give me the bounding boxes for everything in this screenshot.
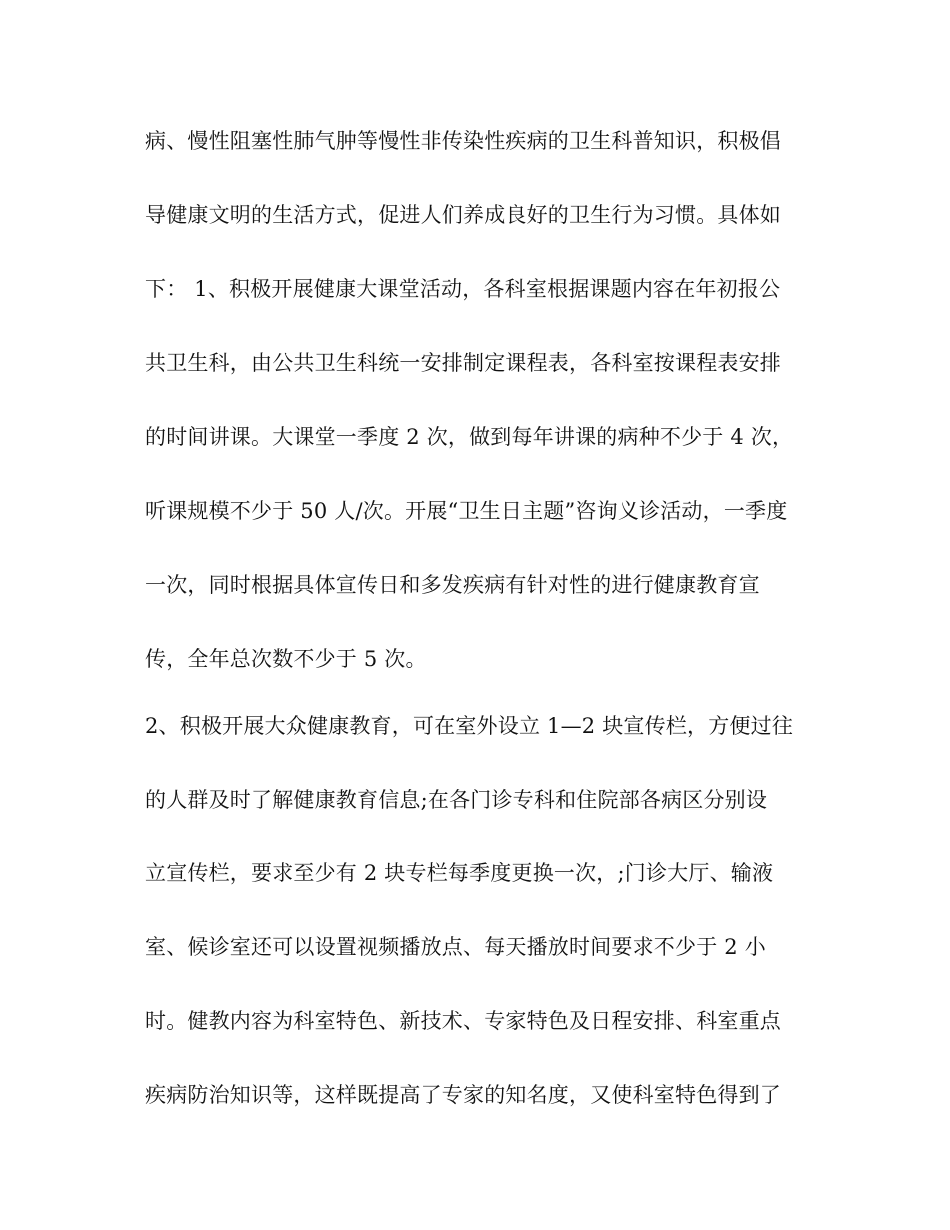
text-line-3: 下： 1、积极开展健康大课堂活动，各科室根据课题内容在年初报公 — [145, 277, 781, 301]
text-line-11: 立宣传栏，要求至少有 2 块专栏每季度更换一次，;门诊大厅、输液 — [145, 861, 774, 885]
text-line-10: 的人群及时了解健康教育信息;在各门诊专科和住院部各病区分别设 — [145, 788, 768, 812]
text-line-7: 一次，同时根据具体宣传日和多发疾病有针对性的进行健康教育宣 — [145, 573, 760, 597]
text-line-8: 传，全年总次数不少于 5 次。 — [145, 647, 427, 671]
text-line-6: 听课规模不少于 50 人/次。开展“卫生日主题”咨询义诊活动，一季度 — [145, 499, 788, 523]
text-line-13: 时。健教内容为科室特色、新技术、专家特色及日程安排、科室重点 — [145, 1009, 781, 1033]
text-line-14: 疾病防治知识等，这样既提高了专家的知名度，又使科室特色得到了 — [145, 1083, 781, 1107]
text-line-1: 病、慢性阻塞性肺气肿等慢性非传染性疾病的卫生科普知识，积极倡 — [145, 129, 781, 153]
text-line-4: 共卫生科，由公共卫生科统一安排制定课程表，各科室按课程表安排 — [145, 351, 781, 375]
text-line-9: 2、积极开展大众健康教育，可在室外设立 1—2 块宣传栏，方便过往 — [145, 714, 794, 738]
text-line-5: 的时间讲课。大课堂一季度 2 次，做到每年讲课的病种不少于 4 次， — [145, 425, 794, 449]
text-line-12: 室、候诊室还可以设置视频播放点、每天播放时间要求不少于 2 小 — [145, 935, 766, 959]
text-line-2: 导健康文明的生活方式，促进人们养成良好的卫生行为习惯。具体如 — [145, 203, 781, 227]
